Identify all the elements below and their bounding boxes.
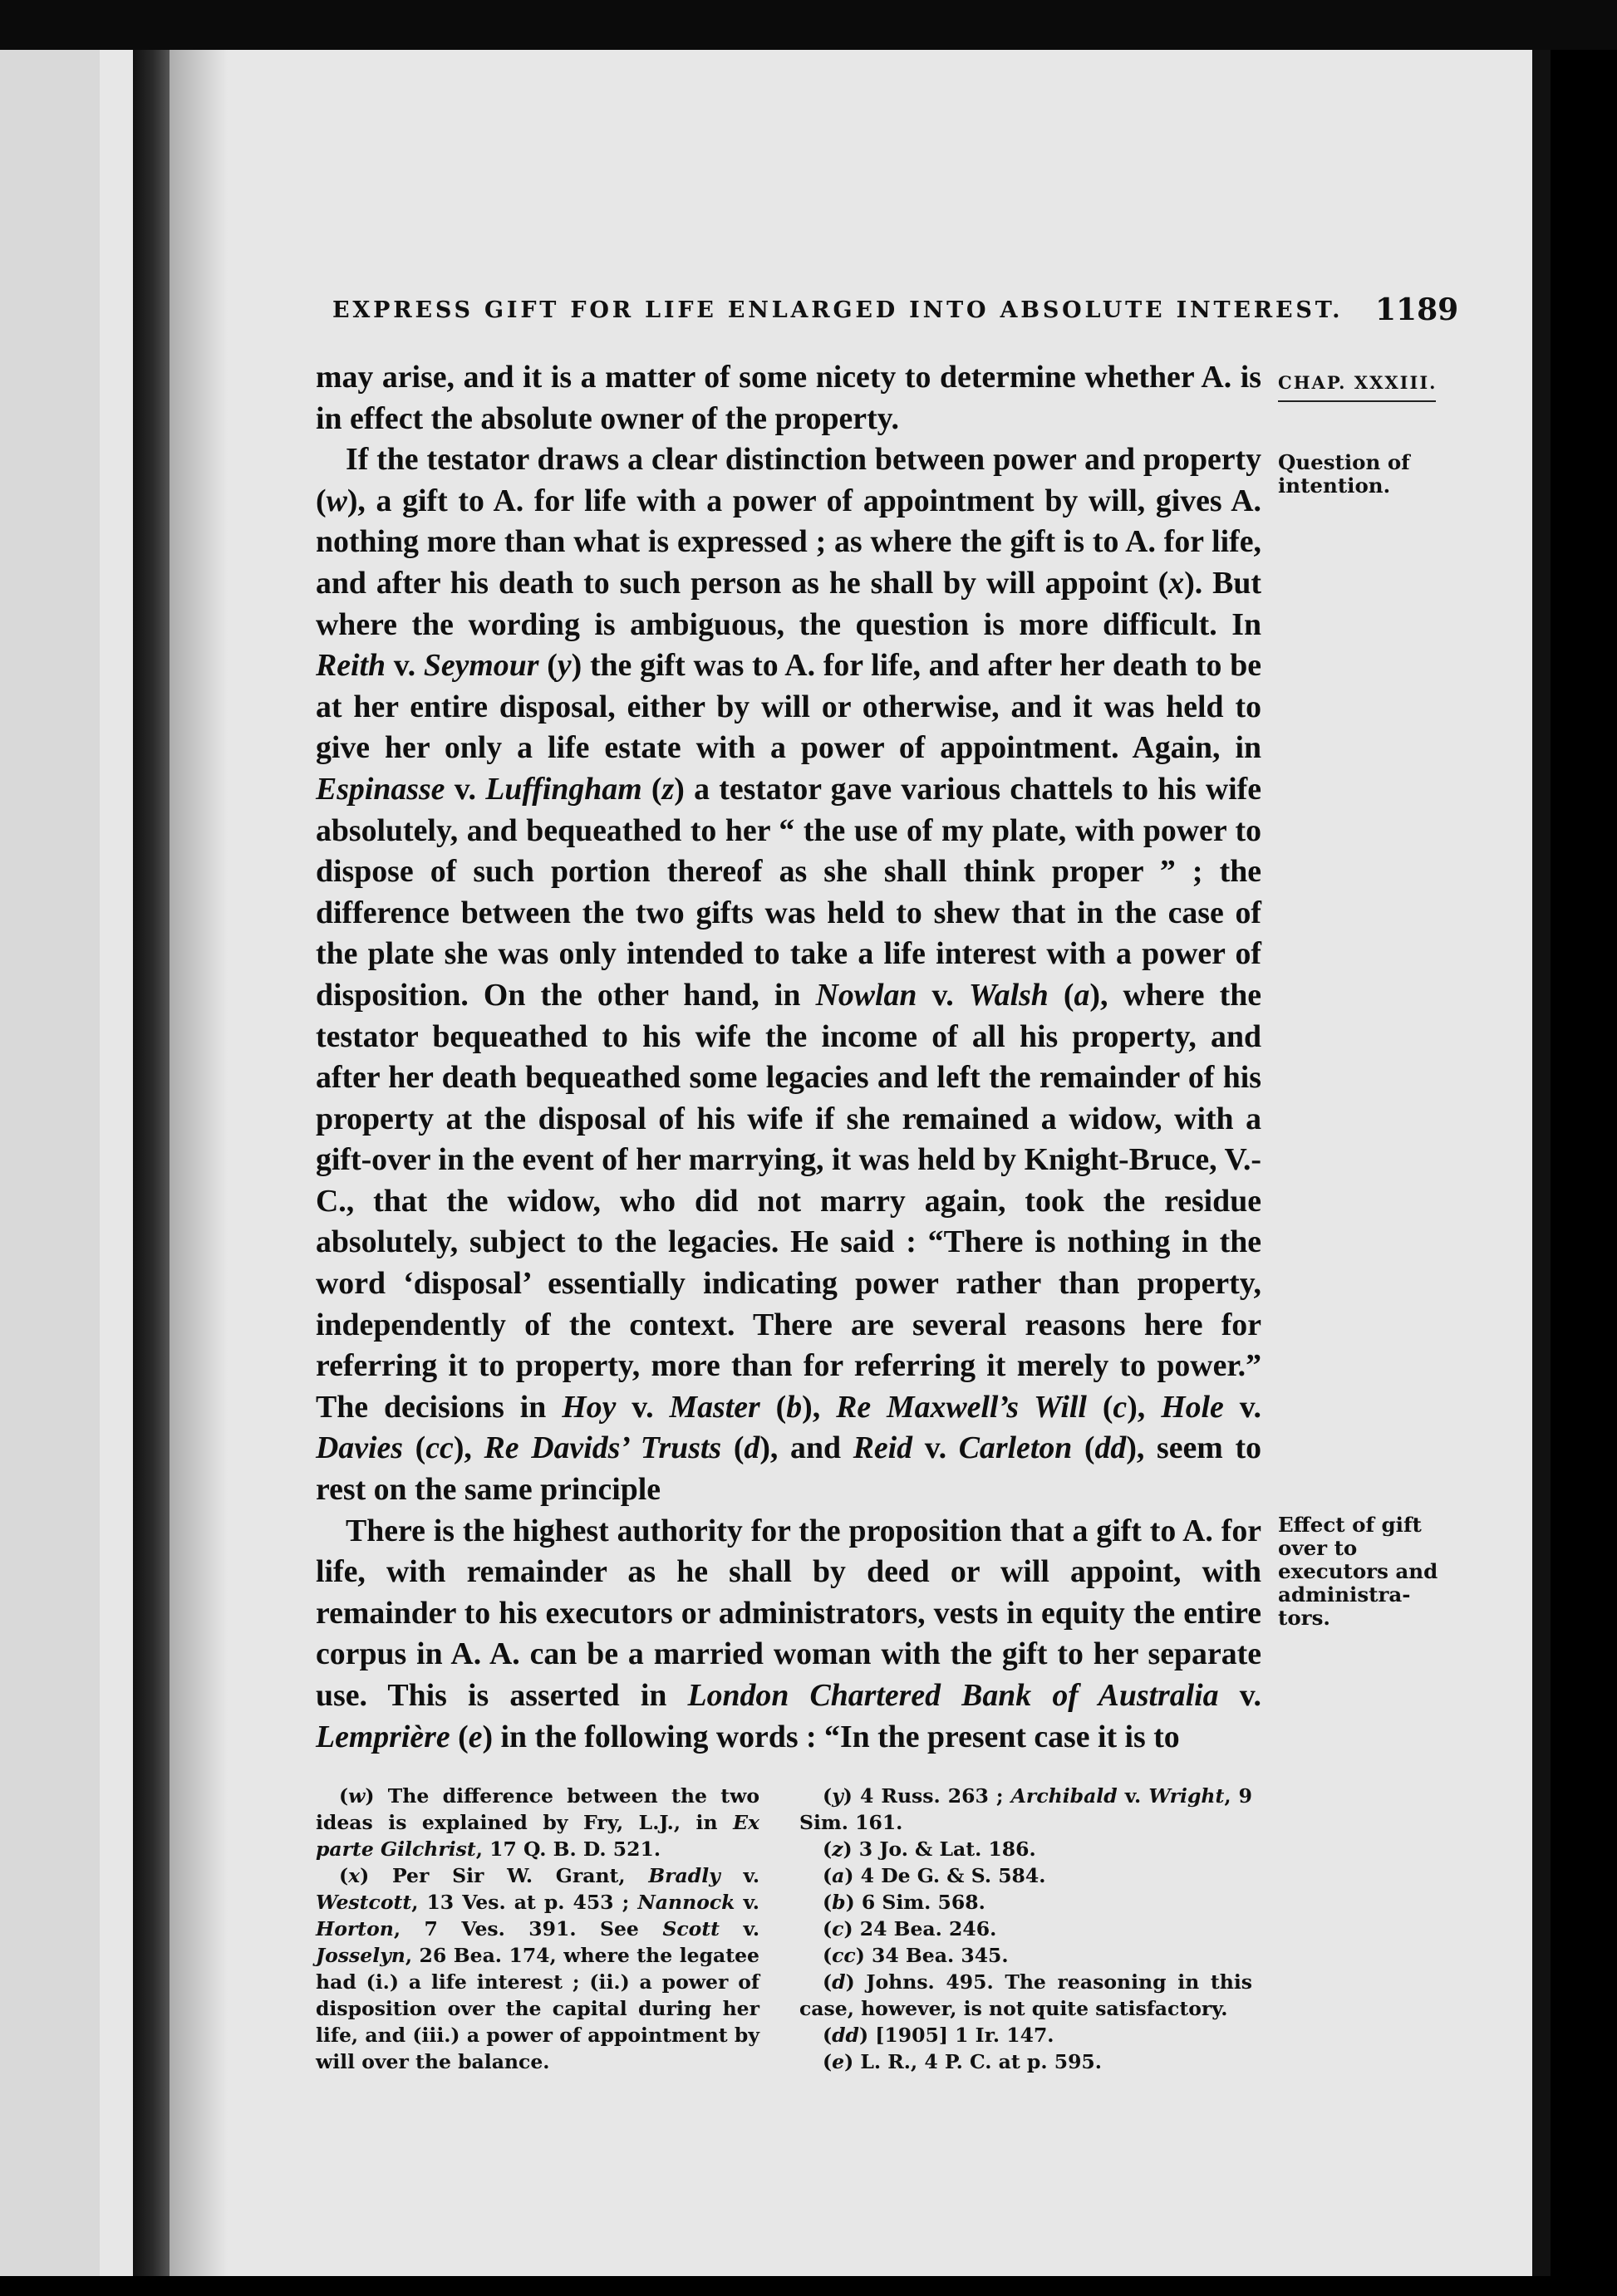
sidenote-question-of-intention [1278, 451, 1410, 498]
italic-citation: dd [832, 2024, 859, 2047]
sidenote-line: intention. [1278, 473, 1391, 498]
page-number: 1189 [1375, 292, 1459, 327]
italic-citation: Luffingham [485, 771, 642, 807]
italic-citation: y [832, 1784, 843, 1808]
italic-citation: Horton [316, 1917, 394, 1940]
italic-citation: Reid [853, 1430, 913, 1466]
italic-citation: z [832, 1837, 843, 1861]
italic-citation: Ex parte Gilchrist [316, 1811, 759, 1861]
italic-citation: y [557, 648, 572, 684]
facing-page-margin [0, 50, 100, 2284]
italic-citation: Archibald [1010, 1784, 1118, 1808]
italic-citation: cc [832, 1944, 856, 1967]
italic-citation: c [1113, 1389, 1128, 1425]
running-header [332, 292, 1562, 334]
sidenote-line: Question of [1278, 450, 1410, 474]
italic-citation: Lemprière [316, 1719, 450, 1754]
italic-citation: Hoy [562, 1389, 617, 1425]
sidenote-line: tors. [1278, 1606, 1330, 1630]
footnote-w: (w) The difference between the two ideas is explained by Fry, L.J., in Ex parte Gilchrist, 17 Q. B. D. 521. [316, 1784, 759, 1861]
italic-citation: Nannock [637, 1891, 735, 1914]
footnote-dd: (dd) [1905] 1 Ir. 147. [823, 2024, 1054, 2047]
footnote-e: (e) L. R., 4 P. C. at p. 595. [823, 2050, 1102, 2073]
spine-shadow [170, 50, 228, 2276]
italic-citation: e [468, 1719, 483, 1754]
sidenote-line: over to [1278, 1536, 1358, 1560]
footnote-b: (b) 6 Sim. 568. [823, 1891, 985, 1914]
italic-citation: c [832, 1917, 844, 1940]
italic-citation: Davies [316, 1430, 403, 1466]
italic-citation: z [661, 771, 675, 807]
italic-citation: e [832, 2050, 845, 2073]
italic-citation: w [326, 483, 347, 518]
footnotes-right-column [799, 1783, 1252, 2075]
italic-citation: Carleton [958, 1430, 1073, 1466]
footnote-x: (x) Per Sir W. Grant, Bradly v. Westcott, 13 Ves. at p. 453 ; Nannock v. Horton, 7 Ves. 391. See Scott v. Josselyn, 26 Bea. 174, where the legatee had (i.) a life interest ; (ii.) a power of disposition over the capital during her life, and (iii.) a power of appointment by will over the balance. [316, 1864, 760, 2073]
footnote-z: (z) 3 Jo. & Lat. 186. [823, 1837, 1036, 1861]
italic-citation: dd [1094, 1430, 1127, 1466]
scan-bottom-border [0, 2276, 1617, 2296]
paragraph-p2: If the testator draws a clear distinction between power and property (w), a gift to A. for life with a power of appointment by will, gives A. nothing more than what is expressed ; as where the gift is to A. for life, and after his death to such person as he shall by will appoint (x). But where the wording is ambiguous, the question is more difficult. In Reith v. Seymour (y) the gift was to A. for life, and after her death to be at her entire disposal, either by will or otherwise, and it was held to give her only a life estate with a power of appointment. Again, in Espinasse v. Luffingham (z) a testator gave various chattels to his wife absolutely, and bequeathed to her “ the use of my plate, with power to dispose of such portion thereof as she shall think proper ” ; the difference between the two gifts was held to shew that in the case of the plate she was only intended to take a life interest with a power of disposition. On the other hand, in Nowlan v. Walsh (a), where the testator bequeathed to his wife the income of all his property, and after her death bequeathed some legacies and left the remainder of his property at the disposal of his wife if she remained a widow, with a gift-over in the event of her marrying, it was held by Knight-Bruce, V.-C., that the widow, who did not marry again, took the residue absolutely, subject to the legacies. He said : “There is nothing in the word ‘disposal’ essentially indicating power rather than property, independently of the context. There are several reasons here for referring it to property, more than for referring it merely to power.” The decisions in Hoy v. Master (b), Re Maxwell’s Will (c), Hole v. Davies (cc), Re Davids’ Trusts (d), and Reid v. Carleton (dd), seem to rest on the same principle [316, 442, 1262, 1508]
italic-citation: x [348, 1864, 361, 1887]
italic-citation: Scott [662, 1917, 720, 1940]
italic-citation: Nowlan [815, 977, 917, 1013]
scan-right-border [1551, 50, 1617, 2296]
paragraph-p1: may arise, and it is a matter of some nicety to determine whether A. is in effect the absolute owner of the property. [316, 360, 1261, 436]
body-text [316, 357, 1261, 1758]
sidenote-line: administra- [1278, 1582, 1411, 1607]
footnotes-left-column [316, 1783, 759, 2075]
italic-citation: Westcott [316, 1891, 412, 1914]
chapter-rule [1278, 400, 1436, 402]
italic-citation: Hole [1161, 1389, 1224, 1425]
footnote-cc: (cc) 34 Bea. 345. [823, 1944, 1009, 1967]
italic-citation: Re Maxwell’s Will [836, 1389, 1087, 1425]
chapter-sidenote: CHAP. XXXIII. [1278, 372, 1438, 393]
italic-citation: a [1074, 977, 1090, 1013]
footnote-d: (d) Johns. 495. The reasoning in this case, however, is not quite satisfactory. [799, 1970, 1252, 2020]
italic-citation: Espinasse [316, 771, 445, 807]
italic-citation: London Chartered Bank of Australia [687, 1678, 1219, 1713]
sidenote-line: Effect of gift [1278, 1513, 1422, 1537]
running-title: EXPRESS GIFT FOR LIFE ENLARGED INTO ABSOLUTE INTEREST. [332, 297, 1344, 323]
sidenote-line: executors and [1278, 1559, 1438, 1583]
page-right-edge [1532, 50, 1551, 2293]
italic-citation: b [786, 1389, 803, 1425]
italic-citation: cc [425, 1430, 454, 1466]
footnote-c: (c) 24 Bea. 246. [823, 1917, 997, 1940]
italic-citation: x [1168, 565, 1185, 601]
italic-citation: Reith [316, 648, 386, 684]
sidenote-effect-of-gift [1278, 1513, 1438, 1630]
italic-citation: a [832, 1864, 845, 1887]
italic-citation: d [832, 1970, 846, 1994]
italic-citation: w [348, 1784, 366, 1808]
italic-citation: Bradly [648, 1864, 720, 1887]
italic-citation: Walsh [968, 977, 1049, 1013]
italic-citation: Josselyn [316, 1944, 405, 1967]
italic-citation: Wright [1148, 1784, 1225, 1808]
footnote-a: (a) 4 De G. & S. 584. [823, 1864, 1046, 1887]
italic-citation: b [832, 1891, 846, 1914]
book-spine [133, 50, 170, 2276]
italic-citation: Re Davids’ Trusts [484, 1430, 722, 1466]
italic-citation: d [744, 1430, 760, 1466]
footnote-y: (y) 4 Russ. 263 ; Archibald v. Wright, 9 Sim. 161. [799, 1784, 1252, 1834]
paragraph-p3: There is the highest authority for the proposition that a gift to A. for life, with remainder as he shall by deed or will appoint, with remainder to his executors or administrators, vests in equity the entire corpus in A. A. can be a married woman with the gift to her separate use. This is asserted in London Chartered Bank of Australia v. Lemprière (e) in the following words : “In the present case it is to [316, 1513, 1261, 1754]
italic-citation: Seymour [423, 648, 539, 684]
italic-citation: Master [669, 1389, 760, 1425]
